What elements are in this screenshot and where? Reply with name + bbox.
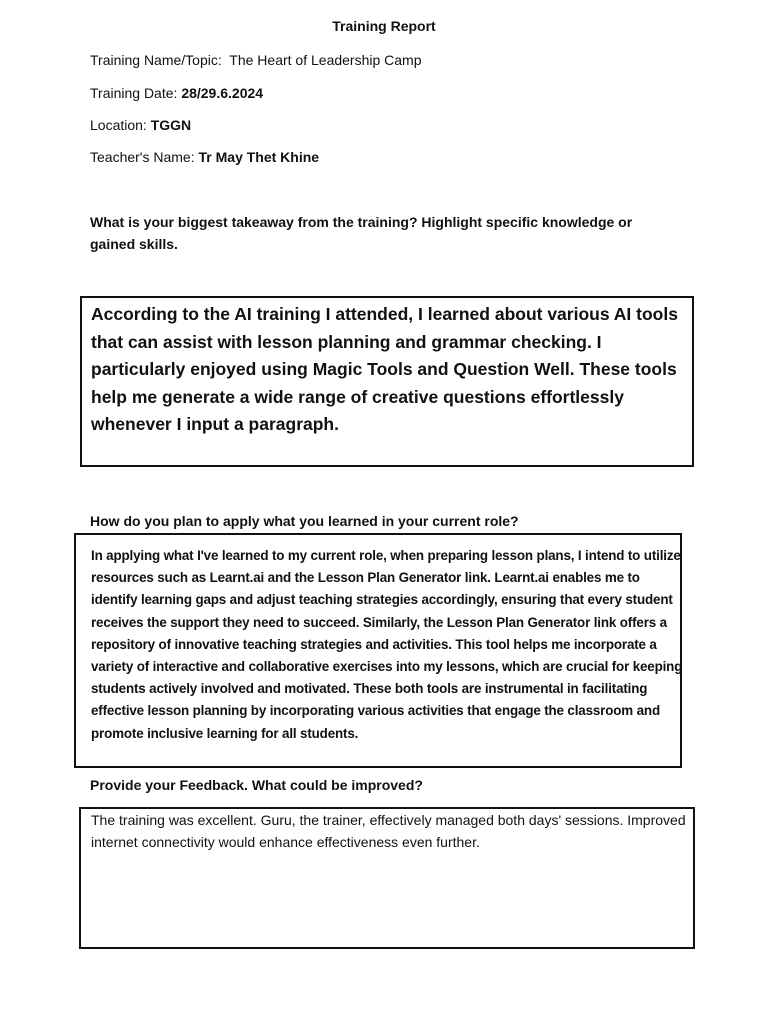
- training-date-value: 28/29.6.2024: [181, 85, 264, 101]
- training-date-label: Training Date:: [90, 85, 182, 101]
- location-line: [90, 117, 191, 133]
- teacher-name-label: Teacher's Name:: [90, 149, 199, 165]
- question-feedback: Provide your Feedback. What could be improved?: [90, 777, 423, 793]
- training-date-line: [90, 85, 263, 101]
- report-title: Training Report: [332, 18, 436, 34]
- question-apply: How do you plan to apply what you learned in your current role?: [90, 513, 519, 529]
- training-name-line: [90, 52, 422, 68]
- training-name-label: Training Name/Topic:: [90, 52, 230, 68]
- training-name-value: The Heart of Leadership Camp: [229, 52, 422, 68]
- location-label: Location:: [90, 117, 151, 133]
- teacher-name-value: Tr May Thet Khine: [198, 149, 320, 165]
- answer-box-takeaway: [80, 296, 694, 467]
- answer-apply: In applying what I've learned to my current role, when preparing lesson plans, I intend to utilize resources such as Learnt.ai and the Lesson Plan Generator link. Learnt.ai enables me to identify learning gaps and adjust teaching strategies accordingly, ensuring that every student receives the support they need to succeed. Similarly, the Lesson Plan Generator link offers a repository of innovative teaching strategies and activities. This tool helps me incorporate a variety of interactive and collaborative exercises into my lessons, which are crucial for keeping students actively involved and motivated. These both tools are instrumental in facilitating effective lesson planning by incorporating various activities that engage the classroom and promote inclusive learning for all students.: [91, 548, 683, 741]
- answer-box-apply: [74, 533, 682, 768]
- answer-box-feedback: [79, 807, 695, 949]
- question-takeaway: What is your biggest takeaway from the training? Highlight specific knowledge or gained skills.: [90, 214, 633, 252]
- answer-feedback: The training was excellent. Guru, the trainer, effectively managed both days' sessions. Improved internet connectivity would enhance effectiveness even further.: [91, 812, 686, 850]
- answer-takeaway: According to the AI training I attended, I learned about various AI tools that can assist with lesson planning and grammar checking. I particularly enjoyed using Magic Tools and Question Well. These tools help me generate a wide range of creative questions effortlessly whenever I input a paragraph.: [91, 304, 678, 434]
- location-value: TGGN: [150, 117, 192, 133]
- teacher-name-line: [90, 149, 319, 165]
